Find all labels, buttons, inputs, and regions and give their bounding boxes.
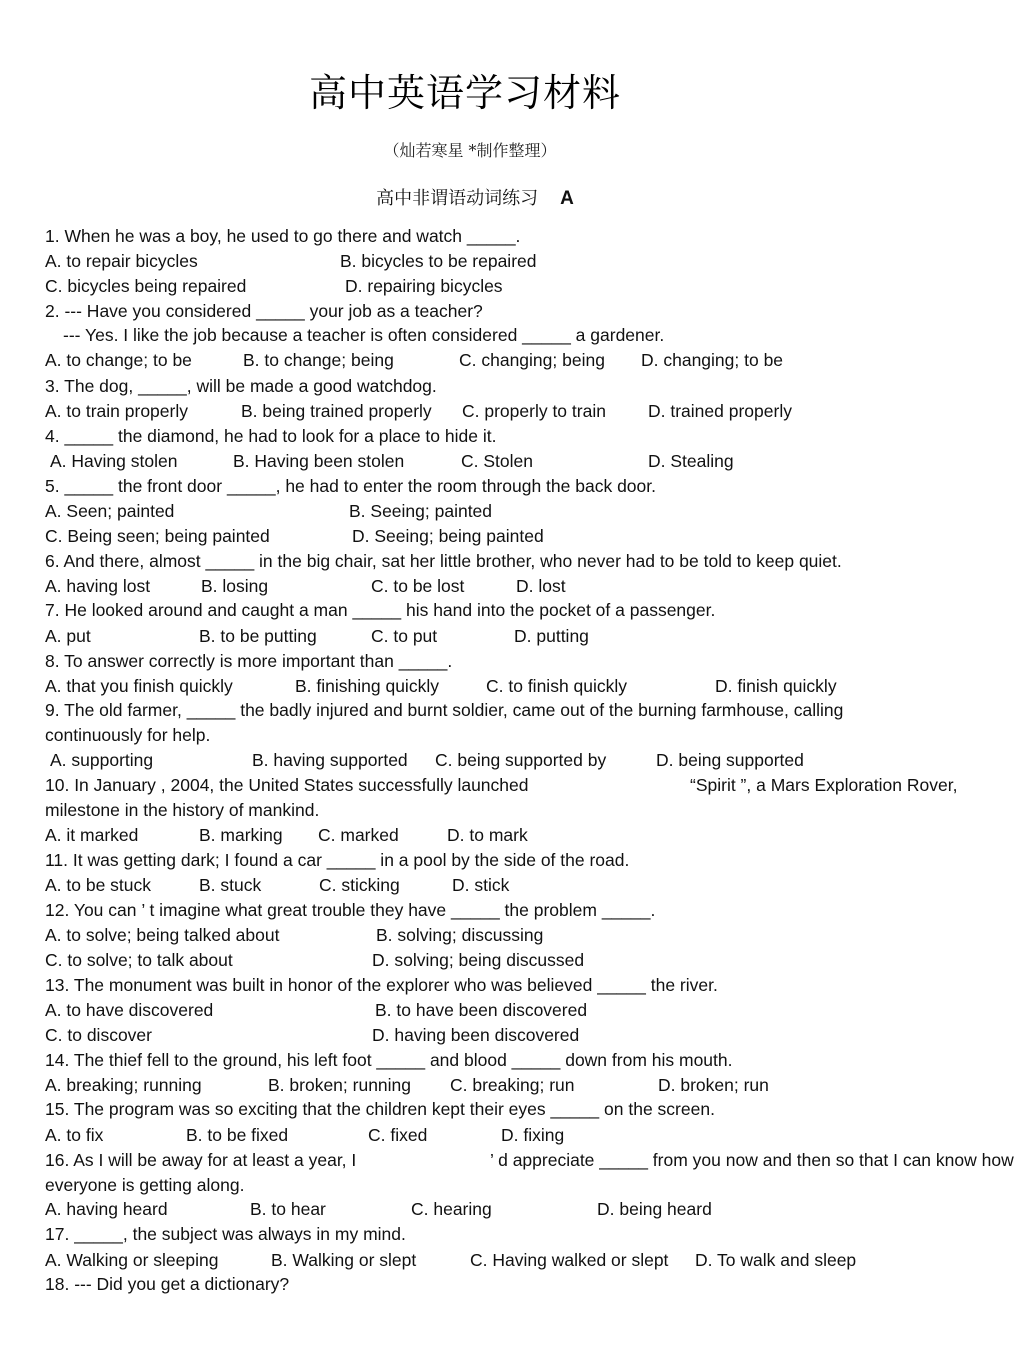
q13-option-a: A. to have discovered	[45, 1000, 214, 1020]
q6-option-d: D. lost	[516, 576, 566, 596]
question-5: 5. _____ the front door _____, he had to enter the room through the back door.	[45, 476, 656, 496]
q11-option-c: C. sticking	[319, 875, 400, 895]
question-10-quote: “Spirit ”, a Mars Exploration Rover,	[690, 775, 958, 795]
q7-option-b: B. to be putting	[199, 626, 317, 646]
q13-option-c: C. to discover	[45, 1025, 152, 1045]
q2-option-b: B. to change; being	[243, 350, 394, 370]
question-12: 12. You can ’ t imagine what great trouble they have _____ the problem _____.	[45, 900, 656, 920]
q10-option-a: A. it marked	[45, 825, 139, 845]
section-letter: A	[560, 188, 574, 209]
q8-option-d: D. finish quickly	[715, 676, 837, 696]
q7-option-d: D. putting	[514, 626, 589, 646]
q14-option-c: C. breaking; run	[450, 1075, 575, 1095]
q9-option-a: A. supporting	[50, 750, 154, 770]
q14-option-a: A. breaking; running	[45, 1075, 202, 1095]
question-4: 4. _____ the diamond, he had to look for a place to hide it.	[45, 426, 497, 446]
question-13: 13. The monument was built in honor of the explorer who was believed _____ the river.	[45, 975, 718, 995]
section-title: 高中非谓语动词练习	[376, 188, 539, 209]
question-16: 16. As I will be away for at least a year, I	[45, 1150, 357, 1170]
q8-option-b: B. finishing quickly	[295, 676, 439, 696]
q3-option-d: D. trained properly	[648, 401, 792, 421]
q16-option-c: C. hearing	[411, 1199, 492, 1219]
q1-option-d: D. repairing bicycles	[345, 276, 503, 296]
q17-option-b: B. Walking or slept	[271, 1250, 417, 1270]
q15-option-b: B. to be fixed	[186, 1125, 289, 1145]
q12-option-b: B. solving; discussing	[376, 925, 544, 945]
question-11: 11. It was getting dark; I found a car _____ in a pool by the side of the road.	[45, 850, 630, 870]
question-17: 17. _____, the subject was always in my mind.	[45, 1224, 406, 1244]
q17-option-c: C. Having walked or slept	[470, 1250, 669, 1270]
q4-option-c: C. Stolen	[461, 451, 533, 471]
q11-option-d: D. stick	[452, 875, 510, 895]
q10-option-d: D. to mark	[447, 825, 528, 845]
q16-option-b: B. to hear	[250, 1199, 326, 1219]
q4-option-b: B. Having been stolen	[233, 451, 405, 471]
q8-option-c: C. to finish quickly	[486, 676, 628, 696]
q4-option-d: D. Stealing	[648, 451, 734, 471]
q1-option-c: C. bicycles being repaired	[45, 276, 247, 296]
document-subtitle: （灿若寒星 *制作整理）	[383, 141, 557, 160]
question-16-cont-a: ’ d appreciate _____ from you now and then so that I can know how	[490, 1150, 1014, 1170]
question-9-cont: continuously for help.	[45, 725, 211, 745]
section-heading	[0, 184, 950, 210]
question-8: 8. To answer correctly is more important than _____.	[45, 651, 453, 671]
question-10: 10. In January , 2004, the United States successfully launched	[45, 775, 529, 795]
q16-option-a: A. having heard	[45, 1199, 168, 1219]
question-15: 15. The program was so exciting that the children kept their eyes _____ on the screen.	[45, 1099, 715, 1119]
question-10-cont: milestone in the history of mankind.	[45, 800, 320, 820]
q1-option-b: B. bicycles to be repaired	[340, 251, 537, 271]
q5-option-d: D. Seeing; being painted	[352, 526, 544, 546]
question-2: 2. --- Have you considered _____ your job as a teacher?	[45, 301, 483, 321]
q9-option-b: B. having supported	[252, 750, 408, 770]
q7-option-a: A. put	[45, 626, 91, 646]
q3-option-c: C. properly to train	[462, 401, 606, 421]
q9-option-c: C. being supported by	[435, 750, 607, 770]
question-9: 9. The old farmer, _____ the badly injured and burnt soldier, came out of the burning farmhouse, calling	[45, 700, 844, 720]
question-14: 14. The thief fell to the ground, his left foot _____ and blood _____ down from his mouth.	[45, 1050, 733, 1070]
q5-option-a: A. Seen; painted	[45, 501, 175, 521]
question-7: 7. He looked around and caught a man _____ his hand into the pocket of a passenger.	[45, 600, 716, 620]
q7-option-c: C. to put	[371, 626, 438, 646]
document-title: 高中英语学习材料	[308, 71, 621, 115]
q10-option-b: B. marking	[199, 825, 283, 845]
q2-option-c: C. changing; being	[459, 350, 605, 370]
q8-option-a: A. that you finish quickly	[45, 676, 233, 696]
q5-option-b: B. Seeing; painted	[349, 501, 493, 521]
q16-option-d: D. being heard	[597, 1199, 712, 1219]
question-1: 1. When he was a boy, he used to go there and watch _____.	[45, 226, 521, 246]
q9-option-d: D. being supported	[656, 750, 804, 770]
q13-option-b: B. to have been discovered	[375, 1000, 588, 1020]
q2-option-d: D. changing; to be	[641, 350, 784, 370]
q15-option-a: A. to fix	[45, 1125, 104, 1145]
q15-option-d: D. fixing	[501, 1125, 565, 1145]
q3-option-b: B. being trained properly	[241, 401, 432, 421]
q17-option-d: D. To walk and sleep	[695, 1250, 857, 1270]
q5-option-c: C. Being seen; being painted	[45, 526, 270, 546]
q15-option-c: C. fixed	[368, 1125, 428, 1145]
q3-option-a: A. to train properly	[45, 401, 188, 421]
q6-option-b: B. losing	[201, 576, 269, 596]
question-3: 3. The dog, _____, will be made a good watchdog.	[45, 376, 437, 396]
q14-option-b: B. broken; running	[268, 1075, 412, 1095]
q10-option-c: C. marked	[318, 825, 399, 845]
q17-option-a: A. Walking or sleeping	[45, 1250, 219, 1270]
q11-option-b: B. stuck	[199, 875, 262, 895]
q2-option-a: A. to change; to be	[45, 350, 192, 370]
q13-option-d: D. having been discovered	[372, 1025, 580, 1045]
q6-option-a: A. having lost	[45, 576, 151, 596]
question-16-cont-b: everyone is getting along.	[45, 1175, 245, 1195]
question-2-reply: --- Yes. I like the job because a teacher is often considered _____ a gardener.	[63, 325, 665, 345]
q6-option-c: C. to be lost	[371, 576, 465, 596]
question-18: 18. --- Did you get a dictionary?	[45, 1274, 290, 1294]
q12-option-c: C. to solve; to talk about	[45, 950, 233, 970]
q12-option-a: A. to solve; being talked about	[45, 925, 280, 945]
q1-option-a: A. to repair bicycles	[45, 251, 198, 271]
q4-option-a: A. Having stolen	[50, 451, 178, 471]
q12-option-d: D. solving; being discussed	[372, 950, 585, 970]
q14-option-d: D. broken; run	[658, 1075, 769, 1095]
question-6: 6. And there, almost _____ in the big chair, sat her little brother, who never had to be told to keep quiet.	[45, 551, 842, 571]
q11-option-a: A. to be stuck	[45, 875, 152, 895]
